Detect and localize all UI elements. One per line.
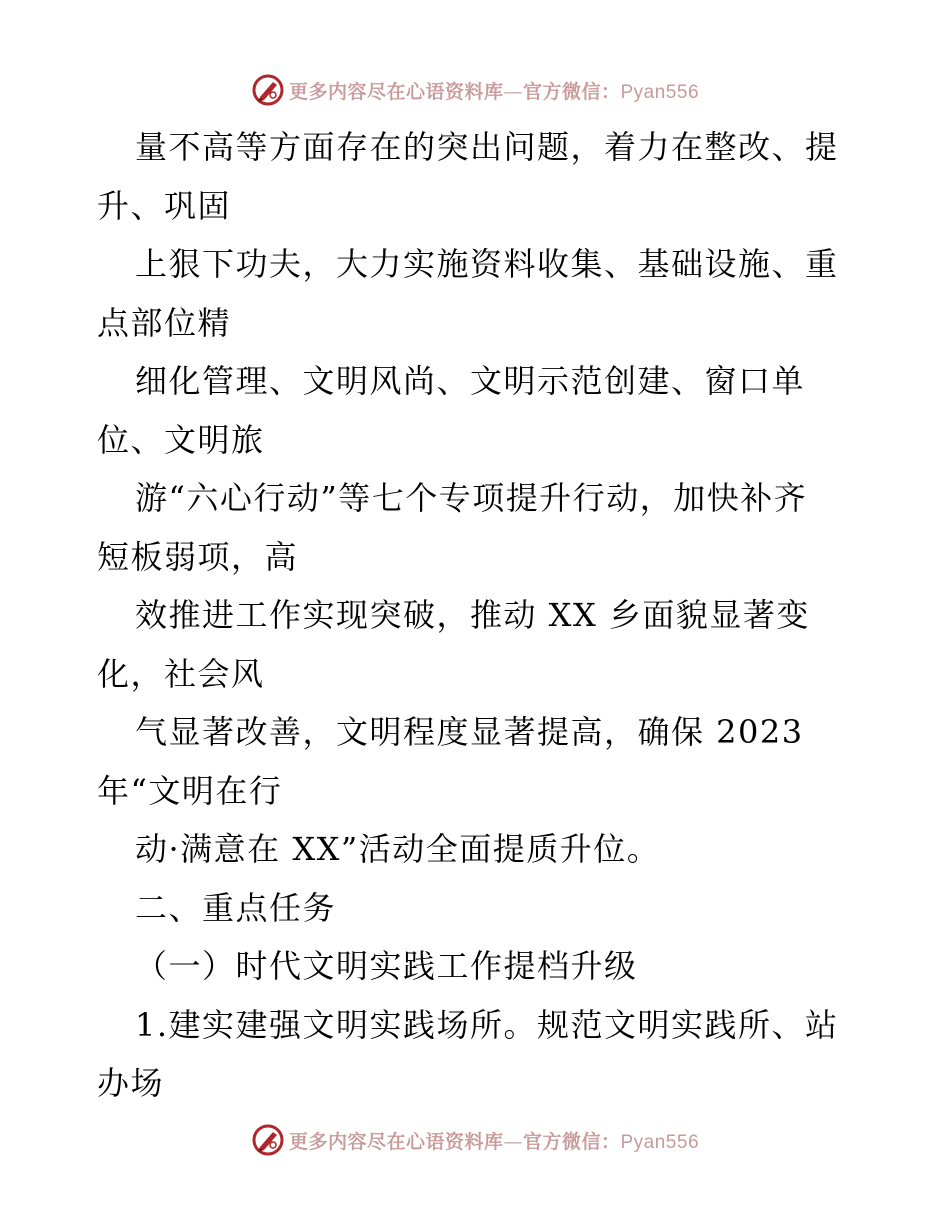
text-line: 量不高等方面存在的突出问题，着力在整改、提 [135, 128, 839, 166]
banner-wechat-id: Pyan556 [620, 1131, 700, 1153]
text-line: 效推进工作实现突破，推动 XX 乡面貌显著变 [135, 596, 810, 634]
banner-site-name: 更多内容尽在心语资料库 [288, 1130, 504, 1153]
banner-wechat-label: 官方微信： [522, 80, 621, 103]
footer-watermark-banner [0, 1120, 950, 1160]
banner-text [289, 1127, 699, 1154]
text-line: 二、重点任务 [135, 888, 337, 927]
pen-logo-icon [251, 1123, 285, 1157]
header-watermark-banner [0, 70, 950, 110]
banner-wechat-label: 官方微信： [522, 1130, 621, 1153]
banner-text [289, 77, 699, 104]
text-line: 动·满意在 XX”活动全面提质升位。 [135, 830, 661, 868]
text-line: 短板弱项，高 [97, 537, 299, 576]
banner-site-name: 更多内容尽在心语资料库 [288, 80, 504, 103]
banner-dash: — [503, 80, 523, 103]
text-line: 升、巩固 [97, 186, 232, 225]
text-line: 细化管理、文明风尚、文明示范创建、窗口单 [135, 362, 806, 400]
text-line: （一）时代文明实践工作提档升级 [135, 947, 638, 985]
text-line: 年“文明在行 [97, 771, 283, 810]
banner-dash: — [503, 1130, 523, 1153]
pen-logo-icon [251, 73, 285, 107]
text-line: 点部位精 [97, 303, 232, 342]
text-line: 上狠下功夫，大力实施资料收集、基础设施、重 [135, 245, 839, 283]
text-line: 游“六心行动”等七个专项提升行动，加快补齐 [135, 479, 808, 517]
text-line: 1.建实建强文明实践场所。规范文明实践所、站 [135, 1005, 839, 1044]
text-line: 办场 [97, 1064, 165, 1102]
text-line: 位、文明旅 [97, 420, 265, 459]
banner-wechat-id: Pyan556 [620, 81, 700, 103]
text-line: 化，社会风 [97, 654, 265, 693]
text-line: 气显著改善，文明程度显著提高，确保 2023 [135, 713, 804, 751]
document-body [97, 118, 857, 1113]
